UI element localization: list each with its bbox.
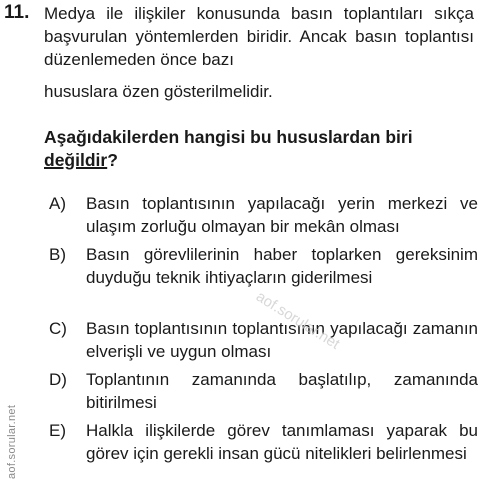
prompt-negation: değildir xyxy=(44,150,108,170)
option-b-label: B) xyxy=(49,245,66,264)
stem-line-4: hususlara özen gösterilmelidir. xyxy=(44,82,273,101)
question-prompt xyxy=(44,126,474,172)
question-number: 11. xyxy=(4,2,30,23)
option-e-label: E) xyxy=(49,421,66,440)
option-c-text: Basın toplantısının toplantısının yapılacağı zamanın elverişli ve uygun olması xyxy=(86,319,478,361)
stem-line-3: basın toplantısı düzenlemeden önce bazı xyxy=(44,27,474,69)
diagonal-watermark: aof.sorular.net xyxy=(252,288,343,353)
option-a-text: Basın toplantısının yapılacağı yerin merkezi ve ulaşım zorluğu olmayan bir mekân olması xyxy=(86,194,478,236)
option-e-text: Halkla ilişkilerde görev tanımlaması yaparak bu görev için gerekli insan gücü nitelikleri belirlenmesi xyxy=(86,421,478,463)
option-b-text: Basın görevlilerinin haber toplarken gereksinim duyduğu teknik ihtiyaçların giderilmesi xyxy=(86,245,478,287)
option-c-label: C) xyxy=(49,319,67,338)
option-a-label: A) xyxy=(49,194,66,213)
stem-line-1: Medya ile ilişkiler konusunda basın toplantıları xyxy=(44,4,424,23)
prompt-text: Aşağıdakilerden hangisi bu hususlardan biri xyxy=(44,127,413,147)
question-stem xyxy=(44,2,474,103)
stem-line-2: sıkça başvurulan yöntemlerden biridir. Ancak xyxy=(44,4,474,46)
option-d-text: Toplantının zamanında başlatılıp, zamanında bitirilmesi xyxy=(86,370,478,412)
side-watermark: aof.sorular.net xyxy=(6,404,18,479)
option-d-label: D) xyxy=(49,370,67,389)
prompt-question-mark: ? xyxy=(107,150,118,170)
